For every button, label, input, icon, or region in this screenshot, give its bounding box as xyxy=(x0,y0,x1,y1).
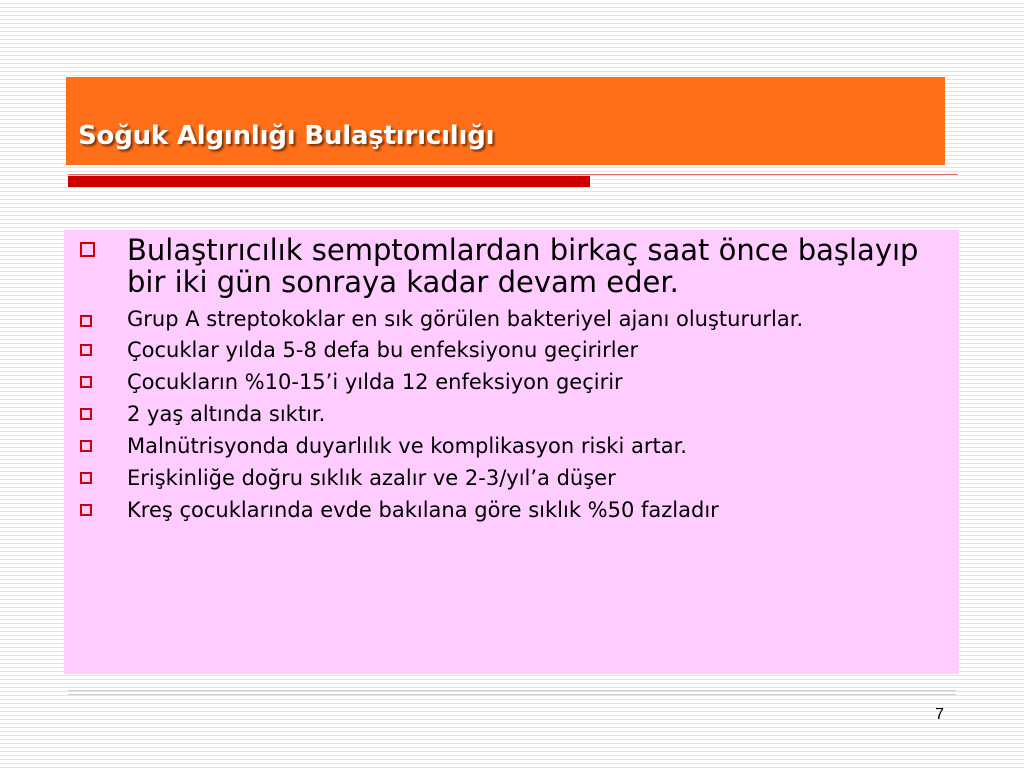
bullet-text: 2 yaş altında sıktır. xyxy=(127,402,326,426)
bullet-item xyxy=(76,337,949,363)
bullet-item xyxy=(76,433,949,459)
bullet-item xyxy=(76,465,949,491)
hollow-square-bullet-icon xyxy=(80,472,92,484)
hollow-square-bullet-icon xyxy=(80,408,92,420)
hollow-square-bullet-icon xyxy=(80,504,92,516)
bullet-text: Erişkinliğe doğru sıklık azalır ve 2-3/yıl’a düşer xyxy=(127,466,616,490)
bullet-item xyxy=(76,369,949,395)
hollow-square-bullet-icon xyxy=(80,344,92,356)
bullet-list xyxy=(76,234,949,529)
footer-divider xyxy=(68,690,956,691)
title-underline xyxy=(68,174,958,175)
bullet-text: Malnütrisyonda duyarlılık ve komplikasyon riski artar. xyxy=(127,434,687,458)
content-panel xyxy=(64,230,959,674)
slide-title-bar xyxy=(66,77,945,165)
hollow-square-bullet-icon xyxy=(80,315,92,327)
bullet-item xyxy=(76,308,949,331)
bullet-item xyxy=(76,234,949,298)
slide-title: Soğuk Algınlığı Bulaştırıcılığı xyxy=(78,121,495,151)
bullet-text: Kreş çocuklarında evde bakılana göre sıklık %50 fazladır xyxy=(127,498,719,522)
page-number: 7 xyxy=(935,706,944,723)
bullet-item xyxy=(76,401,949,427)
hollow-square-bullet-icon xyxy=(80,242,95,257)
title-accent-bar xyxy=(68,176,590,187)
hollow-square-bullet-icon xyxy=(80,440,92,452)
bullet-text: Grup A streptokoklar en sık görülen bakteriyel ajanı oluştururlar. xyxy=(127,307,804,331)
hollow-square-bullet-icon xyxy=(80,376,92,388)
footer-divider xyxy=(68,694,956,695)
bullet-text: Çocuklar yılda 5-8 defa bu enfeksiyonu geçirirler xyxy=(127,338,639,362)
bullet-item xyxy=(76,497,949,523)
bullet-text: Çocukların %10-15’i yılda 12 enfeksiyon geçirir xyxy=(127,370,623,394)
bullet-text: Bulaştırıcılık semptomlardan birkaç saat önce başlayıp bir iki gün sonraya kadar devam eder. xyxy=(127,233,919,299)
